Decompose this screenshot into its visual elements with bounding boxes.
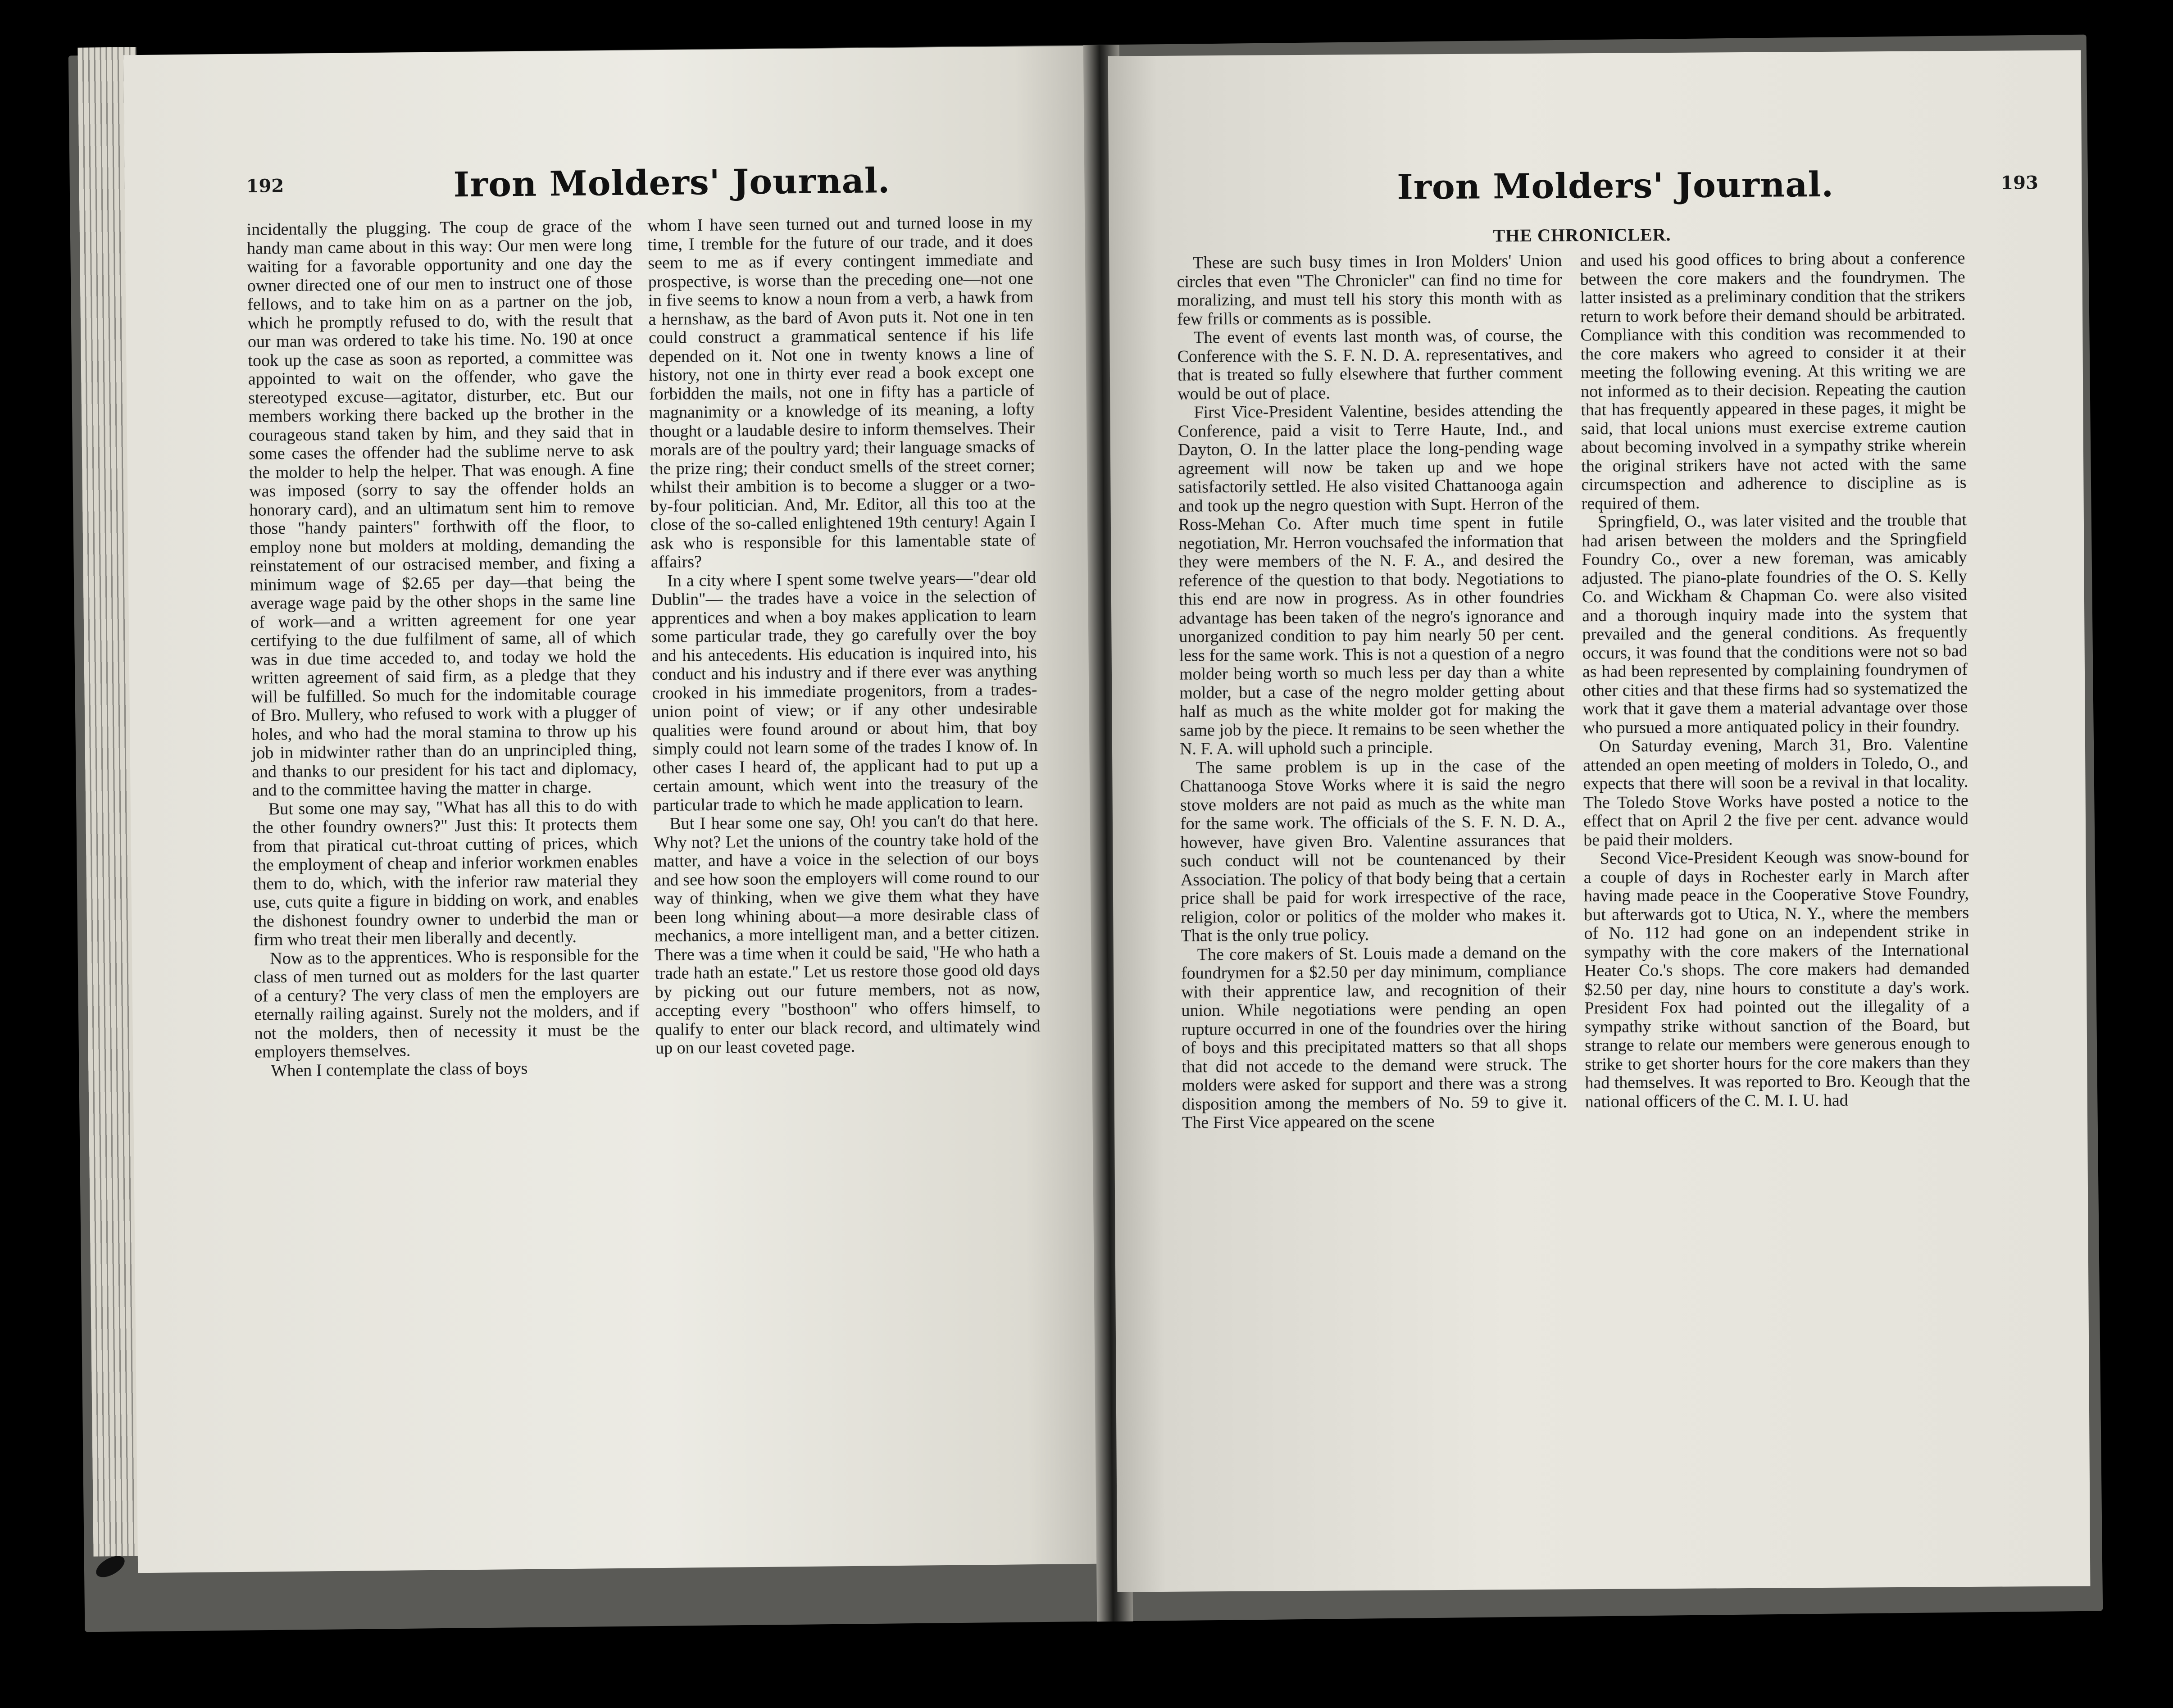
paragraph: Now as to the apprentices. Who is responsible for the class of men turned out as molders for the last quarter of a century? The very class of men the employers are eternally railing against. Surely not the molders, and if not the molders, then of necessity it must be the employers themselves.: [254, 945, 640, 1062]
paragraph: and used his good offices to bring about a conference between the core makers and the foundrymen. The latter insisted as a preliminary condition that the strikers return to work before their demand should be arbitrated. Compliance with this condition was recommended to the core makers who agreed to consider it at their meeting the following evening. At this writing we are not informed as to their decision. Repeating the caution that has frequently appeared in these pages, it might be said, that local unions must exercise extreme caution about becoming involved in a sympathy strike wherein the original strikers have not acted with the same circumspection and adherence to discipline as is required of them.: [1580, 249, 1967, 513]
paragraph: When I contemplate the class of boys: [271, 1058, 528, 1080]
paragraph: First Vice-President Valentine, besides attending the Conference, paid a visit to Terre Haute, Ind., and Dayton, O. In the latter place the long-pending wage agreement will now be taken up and we hope satisfactorily settled. He also visited Chattanooga again and took up the negro question with Supt. Herron of the Ross-Mehan Co. After much time spent in futile negotiation, Mr. Herron vouchsafed the information that they were members of the N. F. A., and desired the reference of the question to that body. Negotiations to this end are now in progress. As in other foundries advantage has been taken of the negro's ignorance and unorganized condition to pay him nearly 50 per cent. less for the same work. This is not a question of a negro molder being worth so much less per day than a white molder, but a case of the negro molder getting about half as much as the white molder got for making the same job by the piece. It remains to be seen whether the N. F. A. will uphold such a principle.: [1177, 400, 1565, 759]
right-page-header: [1109, 163, 2082, 223]
left-journal-title: Iron Molders' Journal.: [453, 160, 891, 205]
right-page-column-2: [1580, 249, 1970, 1111]
paragraph: The same problem is up in the case of the Chattanooga Stove Works where it is said the negro stove molders are not paid as much as the white man for the same work. The officials of the S. F. N. D. A., however, have given Bro. Valentine assurances that such conduct will not be countenanced by their Association. The policy of that body being that a certain price shall be paid for work irrespective of the race, religion, color or politics of the molder who makes it. That is the only true policy.: [1180, 755, 1566, 945]
paragraph: But some one may say, "What has all this to do with the other foundry owners?" Just this: It protects them from that piratical cut-throat cutting of prices, which the employment of cheap and inferior workmen enables them to do, which, with the inferior raw material they use, cuts quite a figure in bidding on work, and enables the dishonest foundry owner to underbid the man or firm who treat their men liberally and decently.: [252, 796, 639, 949]
section-heading: THE CHRONICLER.: [1493, 224, 1671, 246]
paragraph: On Saturday evening, March 31, Bro. Valentine attended an open meeting of molders in Toledo, O., and expects that there will soon be a revival in that locality. The Toledo Stove Works have posted a notice to the effect that on April 2 the five per cent. advance would be paid their molders.: [1583, 734, 1969, 849]
right-page-number: 193: [2000, 172, 2039, 194]
left-page-header: [124, 159, 1093, 222]
paragraph: Springfield, O., was later visited and the trouble that had arisen between the molders and the Springfield Foundry Co., over a new foreman, was amicably adjusted. The piano-plate foundries of the O. S. Kelly Co. and Wickham & Chapman Co. were also visited and a thorough inquiry made into the system that prevailed and the general conditions. As frequently occurs, it was found that the conditions were not so bad as had been represented by complaining foundrymen of other cities and that these firms had so systematized the work that it gave them a material advantage over those who pursued a more antiquated policy in their foundry.: [1582, 510, 1968, 737]
paragraph: But I hear some one say, Oh! you can't do that here. Why not? Let the unions of the country take hold of the matter, and have a voice in the selection of our boys and see how soon the employers will come round to our way of thinking, when we give them what they have been long whining about—a more desirable class of mechanics, a more intelligent man, and a better citizen. There was a time when it could be said, "He who hath a trade hath an estate." Let us restore those good old days by picking out our future members, not as now, accepting every "bosthoon" who offers himself, to qualify to enter our black record, and ultimately wind up on our least coveted page.: [653, 810, 1041, 1058]
paragraph: Second Vice-President Keough was snow-bound for a couple of days in Rochester early in March after having made peace in the Cooperative Stove Foundry, but afterwards got to Utica, N. Y., where the members of No. 112 had gone on an independent strike in sympathy with the core makers of the International Heater Co.'s shops. The core makers had demanded $2.50 per day, nine hours to constitute a day's work. President Fox had pointed out the illegality of a sympathy strike without sanction of the Board, but strange to relate our members were generous enough to strike to get shorter hours for the core makers than they had themselves. It was reported to Bro. Keough that the national officers of the C. M. I. U. had: [1583, 846, 1970, 1111]
paragraph: The event of events last month was, of course, the Conference with the S. F. N. D. A. representatives, and that is treated so fully elsewhere that further comment would be out of place.: [1177, 326, 1563, 404]
paragraph: The core makers of St. Louis made a demand on the foundrymen for a $2.50 per day minimum, compliance with their apprentice law, and recognition of their union. While negotiations were pending an open rupture occurred in one of the foundries over the hiring of boys and this precipitated matters so that all shops that did not accede to the demand were struck. The molders were asked for support and there was a strong disposition among the members of No. 59 to give it. The First Vice appeared on the scene: [1181, 942, 1567, 1132]
right-page: [1108, 50, 2091, 1592]
paragraph: incidentally the plugging. The coup de grace of the handy man came about in this way: Our men were long waiting for a favorable opportunity and one day the owner directed one of our men to instruct one of those fellows, and to take him on as a partner on the job, which he promptly refused to do, with the result that our man was ordered to take his time. No. 190 at once took up the case as soon as reported, a committee was appointed to wait on the offender, who gave the stereotyped excuse—agitator, disturber, etc. But our members working there backed up the brother in the courageous stand taken by him, and they said that in some cases the offender had the sublime nerve to ask the molder to help the helper. That was enough. A fine was imposed (sorry to say the offender holds an honorary card), and an ultimatum sent him to remove those "handy painters" forthwith off the floor, to employ none but molders at molding, demanding the reinstatement of our ostracised member, and fixing a minimum wage of $2.65 per day—that being the average wage paid by the other shops in the same line of work—and a written agreement for one year certifying to the due fulfilment of same, all of which was in due time acceded to, and today we hold the written agreement of said firm, as a pledge that they will be fulfilled. So much for the indomitable courage of Bro. Mullery, who refused to work with a plugger of holes, and who had the moral stamina to throw up his job in midwinter rather than do an unprincipled thing, and thanks to our president for his tact and diplomacy, and to the committee having the matter in charge.: [246, 216, 637, 800]
right-journal-title: Iron Molders' Journal.: [1397, 164, 1834, 207]
left-page: [123, 46, 1106, 1573]
paragraph: In a city where I spent some twelve years—"dear old Dublin"— the trades have a voice in the selection of apprentices and when a boy makes application to learn some particular trade, they go carefully over the boy and his antecedents. His education is inquired into, his conduct and his industry and if there ever was anything crooked in his immediate progenitors, from a trades-union point of view; or if any other undesirable qualities were found around or about him, that boy simply could not learn some of the trades I know of. In other cases I heard of, the applicant had to put up a certain amount, which went into the treasury of the particular trade to which he made application to learn.: [651, 568, 1038, 815]
paragraph: These are such busy times in Iron Molders' Union circles that even "The Chronicler" can find no time for moralizing, and must tell his story this month with as few frills or comments as is possible.: [1177, 251, 1563, 329]
left-page-number: 192: [246, 175, 284, 197]
right-page-column-1: [1177, 251, 1567, 1132]
left-page-column-1: [246, 217, 640, 1081]
left-page-column-2: [647, 213, 1041, 1058]
paragraph: whom I have seen turned out and turned loose in my time, I tremble for the future of our trade, and it does seem to me as if every contingent immediate and prospective, is worse than the preceding one—not one in five seems to know a noun from a verb, a hawk from a hernshaw, as the bard of Avon puts it. Not one in ten could construct a grammatical sentence if his life depended on it. Not one in twenty knows a line of history, not one in thirty ever read a book except one forbidden the mails, not one in fifty has a particle of magnanimity or a knowledge of its meaning, a lofty thought or a laudable desire to inform themselves. Their morals are of the poultry yard; their language smacks of the prize ring; their conduct smells of the street corner; whilst their ambition is to become a slugger or a two-by-four politician. And, Mr. Editor, all this too at the close of the so-called enlightened 19th century! Again I ask who is responsible for this lamentable state of affairs?: [647, 213, 1036, 572]
